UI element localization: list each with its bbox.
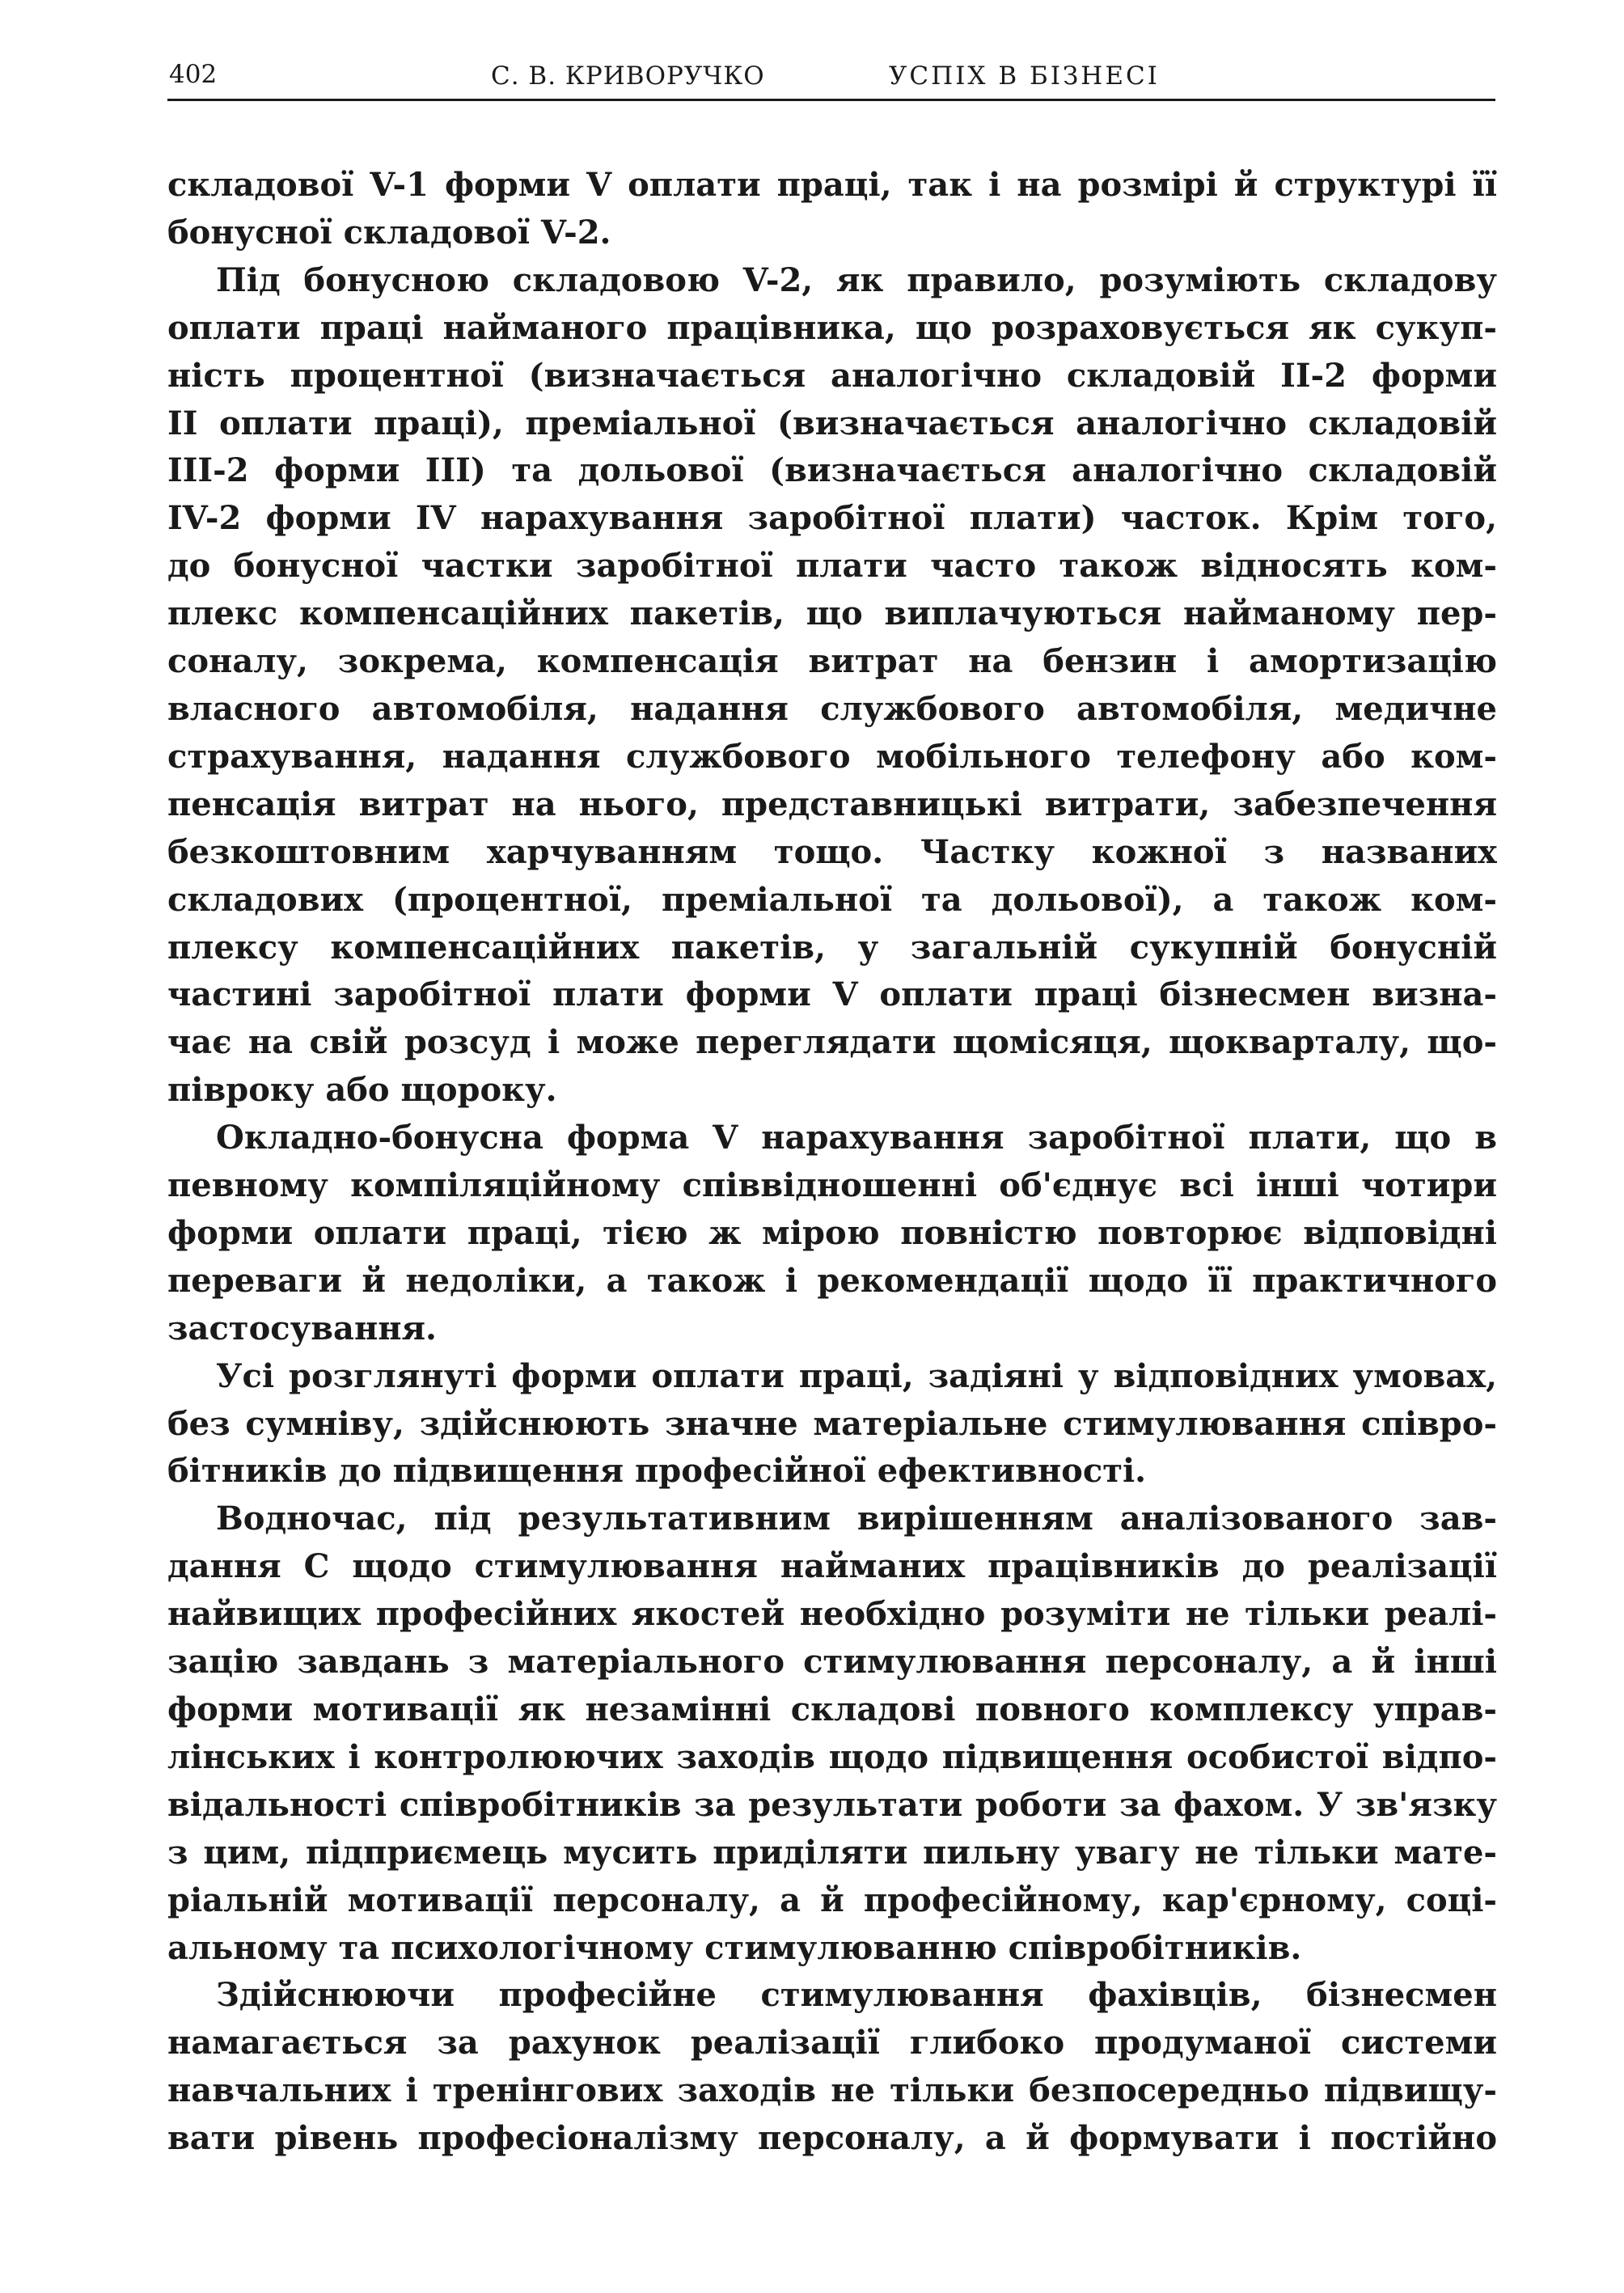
text-line: пенсація витрат на нього, представницькі витрати, забезпечення [167,785,1497,823]
text-line: певному компіляційному співвідношенні об'єднує всі інші чотири [167,1166,1497,1205]
text-line: зацію завдань з матеріального стимулювання персоналу, а й інші [167,1643,1497,1682]
text-line: намагається за рахунок реалізації глибоко продуманої системи [167,2024,1497,2062]
text-line: IV-2 форми IV нарахування заробітної плати) часток. Крім того, [167,499,1497,538]
running-header [167,57,1495,101]
text-line: навчальних і тренінгових заходів не тільки безпосередньо підвищу- [167,2071,1497,2110]
text-line: дання С щодо стимулювання найманих працівників до реалізації [167,1547,1497,1586]
text-line: соналу, зокрема, компенсація витрат на бензин і амортизацію [167,642,1497,681]
text-line: Окладно-бонусна форма V нарахування заробітної плати, що в [216,1119,1497,1157]
text-line: застосування. [167,1309,437,1347]
text-line: з цим, підприємець мусить приділяти пильну увагу не тільки мате- [167,1833,1497,1872]
text-line: ріальній мотивації персоналу, а й професійному, кар'єрному, соці- [167,1881,1497,1919]
text-line: Під бонусною складовою V-2, як правило, розуміють складову [216,260,1497,299]
text-line: безкоштовним харчуванням тощо. Частку кожної з названих [167,832,1497,871]
page-number: 402 [169,60,218,89]
text-line: оплати праці найманого працівника, що розраховується як сукуп- [167,308,1497,347]
text-line: III-2 форми III) та дольової (визначається аналогічно складовій [167,451,1497,490]
text-line: бонусної складової V-2. [167,213,611,252]
text-line: Усі розглянуті форми оплати праці, задіяні у відповідних умовах, [216,1356,1497,1395]
text-line: складової V-1 форми V оплати праці, так і на розмірі й структурі її [167,166,1497,204]
text-line: складових (процентної, преміальної та дольової), а також ком- [167,880,1497,919]
text-line: ність процентної (визначається аналогічно складовій II-2 форми [167,356,1497,395]
text-line: відальності співробітників за результати роботи за фахом. У зв'язку [167,1785,1497,1824]
body-text [167,162,1497,2163]
text-line: до бонусної частки заробітної плати часто також відносять ком- [167,547,1497,586]
header-book-title: УСПІХ В БІЗНЕСІ [889,61,1160,91]
text-line: переваги й недоліки, а також і рекомендації щодо її практичного [167,1261,1497,1300]
text-line: плексу компенсаційних пакетів, у загальній сукупній бонусній [167,928,1497,967]
text-line: лінських і контролюючих заходів щодо підвищення особистої відпо- [167,1737,1497,1776]
text-line: півроку або щороку. [167,1071,557,1110]
text-line: Водночас, під результативним вирішенням аналізованого зав- [216,1500,1497,1538]
header-author: С. В. КРИВОРУЧКО [491,61,765,91]
text-line: чає на свій розсуд і може переглядати щомісяця, щокварталу, що- [167,1023,1497,1062]
text-line: найвищих професійних якостей необхідно розуміти не тільки реалі- [167,1595,1497,1634]
text-line: частині заробітної плати форми V оплати праці бізнесмен визна- [167,975,1497,1014]
text-line: II оплати праці), преміальної (визначається аналогічно складовій [167,404,1497,442]
text-line: вати рівень професіоналізму персоналу, а й формувати і постійно [167,2119,1497,2158]
text-line: страхування, надання службового мобільного телефону або ком- [167,737,1497,776]
text-line: форми мотивації як незамінні складові повного комплексу управ- [167,1690,1497,1728]
text-line: форми оплати праці, тією ж мірою повністю повторює відповідні [167,1213,1497,1252]
text-line: без сумніву, здійснюють значне матеріальне стимулювання співро- [167,1404,1497,1443]
text-line: бітників до підвищення професійної ефективності. [167,1452,1147,1491]
text-line: альному та психологічному стимулюванню співробітників. [167,1928,1302,1967]
text-line: власного автомобіля, надання службового автомобіля, медичне [167,689,1497,728]
text-line: плекс компенсаційних пакетів, що виплачуються найманому пер- [167,594,1497,633]
text-line: Здійснюючи професійне стимулювання фахівців, бізнесмен [216,1976,1497,2015]
